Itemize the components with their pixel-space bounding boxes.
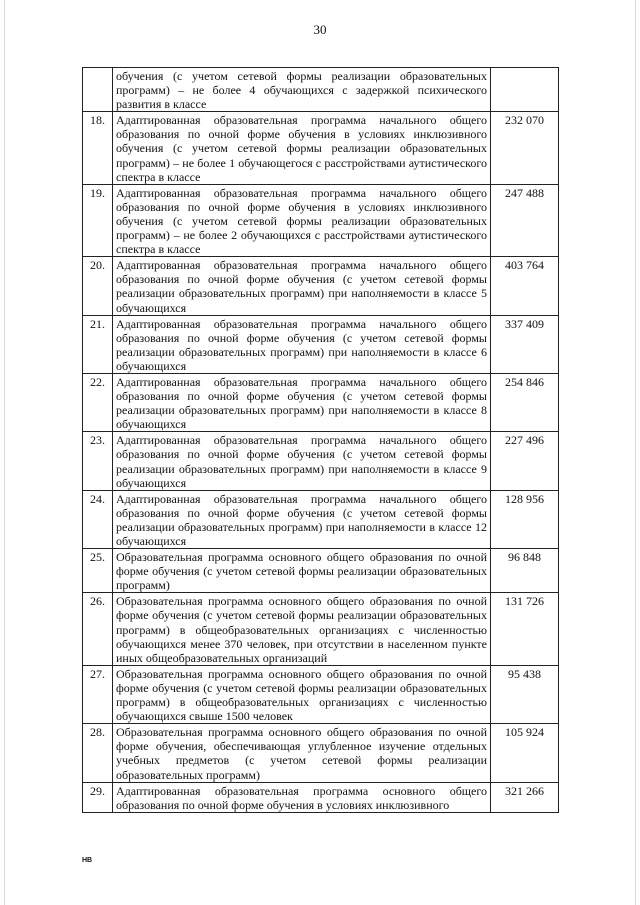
row-value: 247 488 (491, 184, 559, 256)
table-row (83, 549, 559, 593)
row-value: 232 070 (491, 112, 559, 184)
row-number: 18. (83, 112, 113, 184)
row-value: 337 409 (491, 315, 559, 373)
row-description: Образовательная программа основного общего образования по очной форме обучения, обеспечивающая углубленное изучение отдельных учебных предметов (с учетом сетевой формы реализации образовательных программ) (113, 724, 491, 782)
row-description: Адаптированная образовательная программа основного общего образования по очной форме обучения в условиях инклюзивного (113, 782, 491, 812)
row-value: 105 924 (491, 724, 559, 782)
table-row (83, 490, 559, 548)
row-description: Образовательная программа основного общего образования по очной форме обучения (с учетом сетевой формы реализации образовательных программ) в общеобразовательных организациях с численностью обучающихся свыше 1500 человек (113, 665, 491, 723)
row-value: 96 848 (491, 549, 559, 593)
row-value: 254 846 (491, 373, 559, 431)
row-number: 19. (83, 184, 113, 256)
row-number: 27. (83, 665, 113, 723)
row-description: Адаптированная образовательная программа начального общего образования по очной форме обучения в условиях инклюзивного обучения (с учетом сетевой формы реализации образовательных программ) – не более 2 обучающихся с расстройствами аутистического спектра в классе (113, 184, 491, 256)
table-row (83, 257, 559, 315)
table-row (83, 184, 559, 256)
table-row (83, 68, 559, 112)
table-body (83, 68, 559, 813)
row-value: 131 726 (491, 593, 559, 665)
row-value: 128 956 (491, 490, 559, 548)
table-row (83, 782, 559, 812)
cost-table (82, 67, 559, 813)
table-row (83, 432, 559, 490)
row-value (491, 68, 559, 112)
row-value: 95 438 (491, 665, 559, 723)
row-number: 25. (83, 549, 113, 593)
row-description: Адаптированная образовательная программа начального общего образования по очной форме обучения (с учетом сетевой формы реализации образовательных программ) при наполняемости в классе 8 обучающихся (113, 373, 491, 431)
row-number: 20. (83, 257, 113, 315)
table-row (83, 593, 559, 665)
row-description: Адаптированная образовательная программа начального общего образования по очной форме обучения (с учетом сетевой формы реализации образовательных программ) при наполняемости в классе 6 обучающихся (113, 315, 491, 373)
row-description: Адаптированная образовательная программа начального общего образования по очной форме обучения (с учетом сетевой формы реализации образовательных программ) при наполняемости в классе 12 обучающихся (113, 490, 491, 548)
row-number: 28. (83, 724, 113, 782)
row-description: обучения (с учетом сетевой формы реализации образовательных программ) – не более 4 обучающихся с задержкой психического развития в классе (113, 68, 491, 112)
row-number: 21. (83, 315, 113, 373)
table-row (83, 373, 559, 431)
row-number: 29. (83, 782, 113, 812)
row-number: 24. (83, 490, 113, 548)
scan-edge-right (635, 0, 636, 905)
row-value: 227 496 (491, 432, 559, 490)
table-row (83, 665, 559, 723)
row-number: 26. (83, 593, 113, 665)
table-row (83, 724, 559, 782)
page-number: 30 (313, 22, 327, 37)
footer-mark: HB (82, 857, 93, 864)
row-description: Образовательная программа основного общего образования по очной форме обучения (с учетом сетевой формы реализации образовательных программ) (113, 549, 491, 593)
row-number: 22. (83, 373, 113, 431)
row-description: Адаптированная образовательная программа начального общего образования по очной форме обучения (с учетом сетевой формы реализации образовательных программ) при наполняемости в классе 9 обучающихся (113, 432, 491, 490)
row-description: Образовательная программа основного общего образования по очной форме обучения (с учетом сетевой формы реализации образовательных программ) в общеобразовательных организациях с численностью обучающихся менее 370 человек, при отсутствии в населенном пункте иных общеобразовательных организаций (113, 593, 491, 665)
table-row (83, 112, 559, 184)
table-row (83, 315, 559, 373)
row-description: Адаптированная образовательная программа начального общего образования по очной форме обучения в условиях инклюзивного обучения (с учетом сетевой формы реализации образовательных программ) – не более 1 обучающегося с расстройствами аутистического спектра в классе (113, 112, 491, 184)
row-value: 403 764 (491, 257, 559, 315)
row-number: 23. (83, 432, 113, 490)
row-number (83, 68, 113, 112)
scan-edge-left (4, 0, 5, 905)
row-description: Адаптированная образовательная программа начального общего образования по очной форме обучения (с учетом сетевой формы реализации образовательных программ) при наполняемости в классе 5 обучающихся (113, 257, 491, 315)
row-value: 321 266 (491, 782, 559, 812)
